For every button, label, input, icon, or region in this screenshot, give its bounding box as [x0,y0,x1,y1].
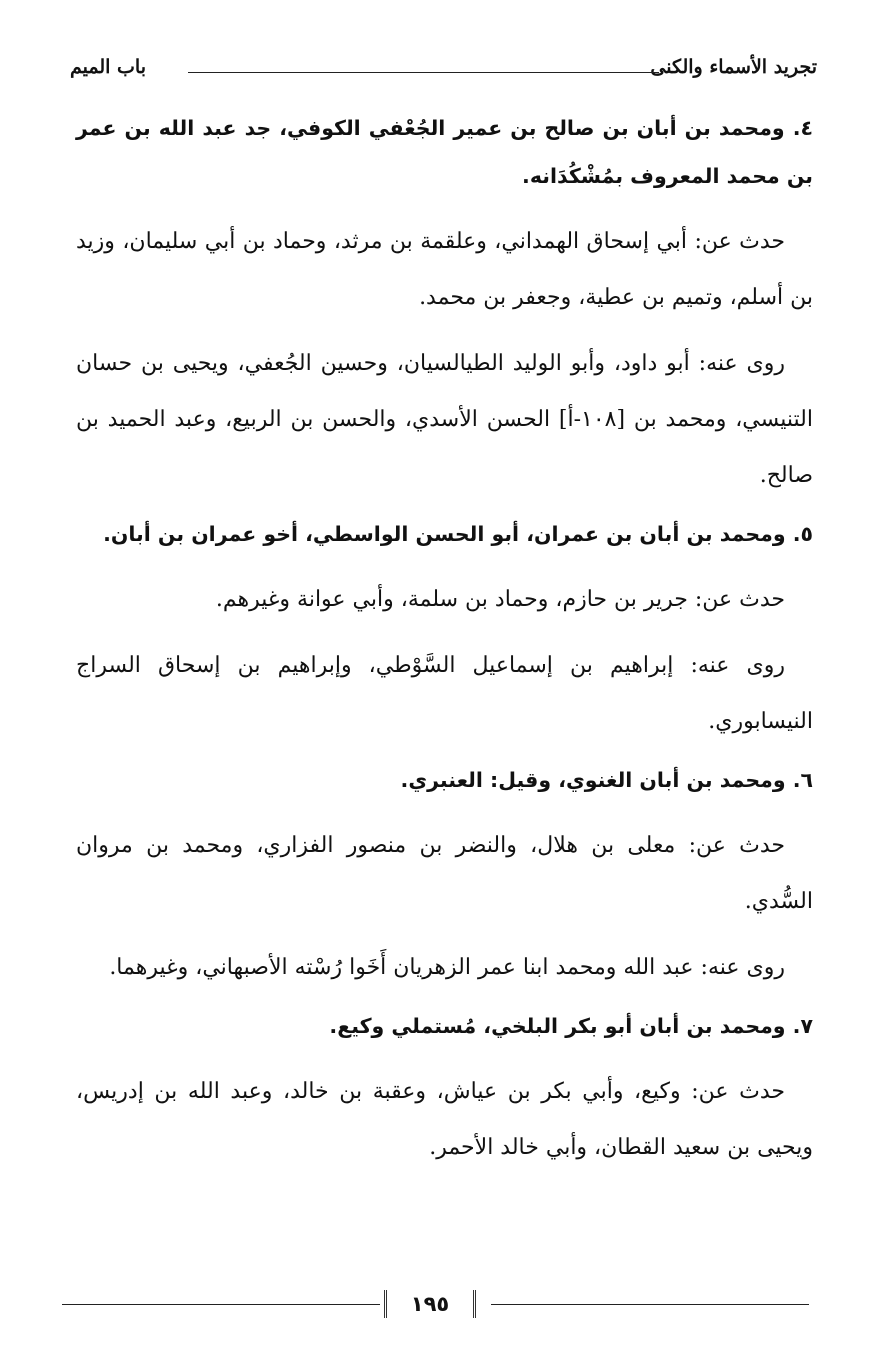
page-footer [62,1290,809,1320]
entry-title: ٦. ومحمد بن أبان الغنوي، وقيل: العنبري. [400,768,813,792]
entry-title: ٧. ومحمد بن أبان أبو بكر البلخي، مُستملي وكيع. [329,1014,813,1038]
entry-paragraph: روى عنه: عبد الله ومحمد ابنا عمر الزهريان أَخَوا رُسْته الأصبهاني، وغيرهما. [109,955,785,980]
entry-paragraph: حدث عن: جرير بن حازم، وحماد بن سلمة، وأبي عوانة وغيرهم. [215,587,785,612]
book-title: تجريد الأسماء والكنى [650,56,817,78]
chapter-title: باب الميم [70,56,147,78]
footer-rule [491,1304,809,1305]
entry-title: ٤. ومحمد بن أبان بن صالح بن عمير الجُعْفي الكوفي، جد عبد الله بن عمر بن محمد المعروف بمُشْكُدَانه. [76,116,813,188]
page-body [76,104,813,1176]
footer-rule [62,1304,380,1305]
entry-paragraph: روى عنه: إبراهيم بن إسماعيل السَّوْطي، وإبراهيم بن إسحاق السراج النيسابوري. [76,653,813,734]
entry-paragraph: حدث عن: أبي إسحاق الهمداني، وعلقمة بن مرثد، وحماد بن أبي سليمان، وزيد بن أسلم، وتميم بن عطية، وجعفر بن محمد. [76,229,813,310]
entry-paragraph: حدث عن: معلى بن هلال، والنضر بن منصور الفزاري، ومحمد بن مروان السُّدي. [76,833,813,914]
running-header [70,54,817,94]
entry-title: ٥. ومحمد بن أبان بن عمران، أبو الحسن الواسطي، أخو عمران بن أبان. [103,522,813,546]
entry-paragraph: روى عنه: أبو داود، وأبو الوليد الطيالسيان، وحسين الجُعفي، ويحيى بن حسان التنيسي، ومحمد بن [١٠٨-أ] الحسن الأسدي، والحسن بن الربيع، وعبد الحميد بن صالح. [76,351,813,488]
entry-paragraph: حدث عن: وكيع، وأبي بكر بن عياش، وعقبة بن خالد، وعبد الله بن إدريس، ويحيى بن سعيد القطان، وأبي خالد الأحمر. [76,1079,813,1160]
header-rule [188,72,659,73]
page-number: ١٩٥ [384,1290,476,1318]
